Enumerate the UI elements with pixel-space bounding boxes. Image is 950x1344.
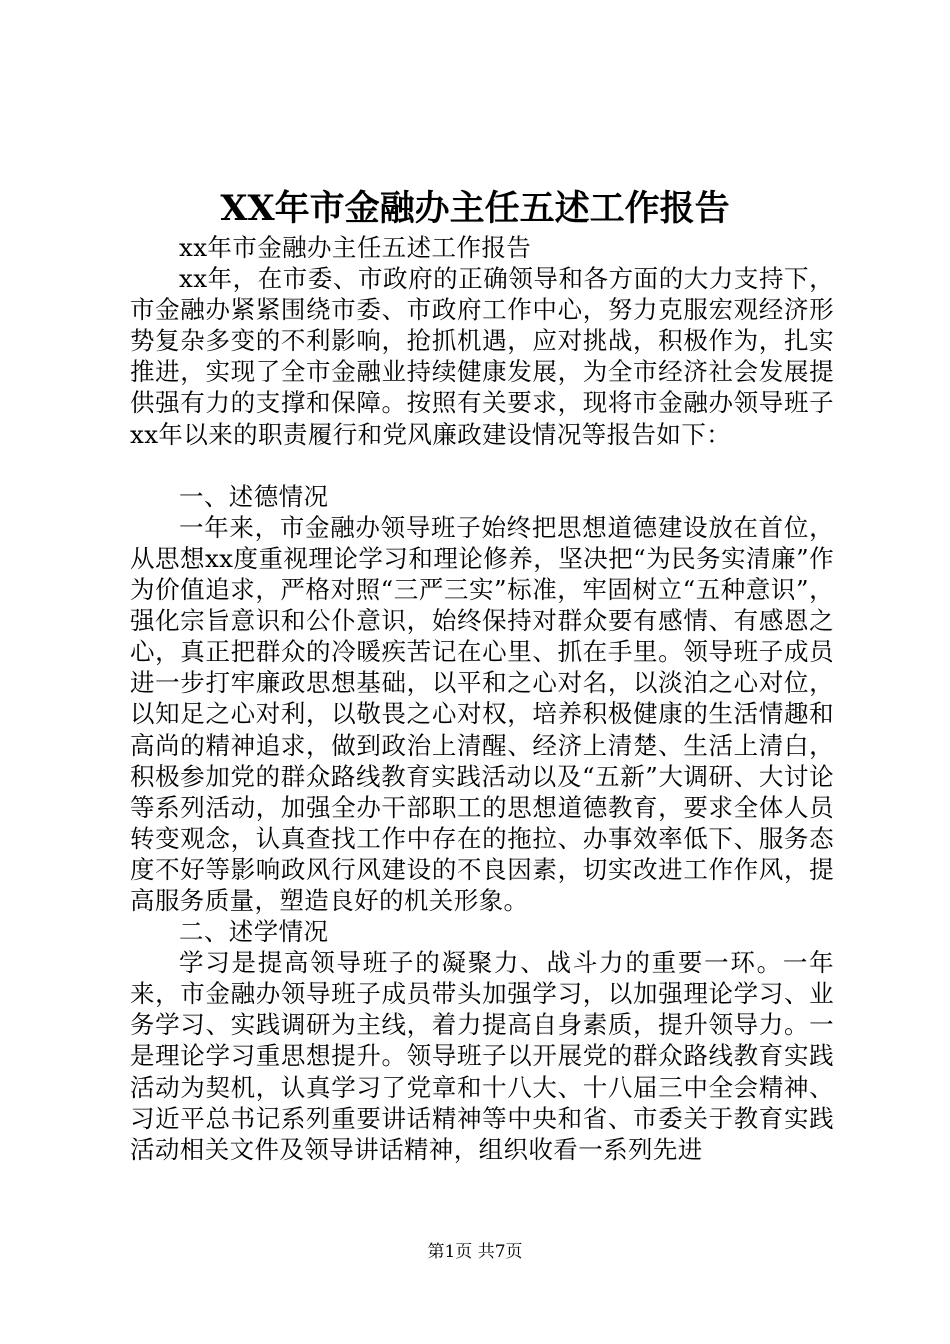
document-body	[130, 232, 834, 1165]
page-number: 第1页 共7页	[427, 1242, 523, 1262]
study-paragraph: 学习是提高领导班子的凝聚力、战斗力的重要一环。一年来，市金融办领导班子成员带头加强学习，以加强理论学习、业务学习、实践调研为主线，着力提高自身素质，提升领导力。一是理论学习重思想提升。领导班子以开展党的群众路线教育实践活动为契机，认真学习了党章和十八大、十八届三中全会精神、习近平总书记系列重要讲话精神等中央和省、市委关于教育实践活动相关文件及领导讲话精神，组织收看一系列先进	[130, 948, 834, 1164]
section-heading-study: 二、述学情况	[179, 917, 329, 947]
paragraph-spacer	[130, 450, 834, 481]
document-title: XX年市金融办主任五述工作报告	[220, 188, 730, 229]
morality-paragraph: 一年来，市金融办领导班子始终把思想道德建设放在首位，从思想xx度重视理论学习和理论修养，坚决把“为民务实清廉”作为价值追求，严格对照“三严三实”标准，牢固树立“五种意识”，强化宗旨意识和公仆意识，始终保持对群众要有感情、有感恩之心，真正把群众的冷暖疾苦记在心里、抓在手里。领导班子成员进一步打牢廉政思想基础，以平和之心对名，以淡泊之心对位，以知足之心对利，以敬畏之心对权，培养积极健康的生活情趣和高尚的精神追求，做到政治上清醒、经济上清楚、生活上清白，积极参加党的群众路线教育实践活动以及“五新”大调研、大讨论等系列活动，加强全办干部职工的思想道德教育，要求全体人员转变观念，认真查找工作中存在的拖拉、办事效率低下、服务态度不好等影响政风行风建设的不良因素，切实改进工作作风，提高服务质量，塑造良好的机关形象。	[130, 512, 834, 915]
intro-paragraph: xx年，在市委、市政府的正确领导和各方面的大力支持下，市金融办紧紧围绕市委、市政府工作中心，努力克服宏观经济形势复杂多变的不利影响，抢抓机遇，应对挑战，积极作为，扎实推进，实现了全市金融业持续健康发展，为全市经济社会发展提供强有力的支撑和保障。按照有关要求，现将市金融办领导班子xx年以来的职责履行和党风廉政建设情况等报告如下：	[130, 264, 834, 449]
section-heading-morality: 一、述德情况	[179, 481, 329, 511]
subtitle-paragraph: xx年市金融办主任五述工作报告	[179, 233, 532, 262]
